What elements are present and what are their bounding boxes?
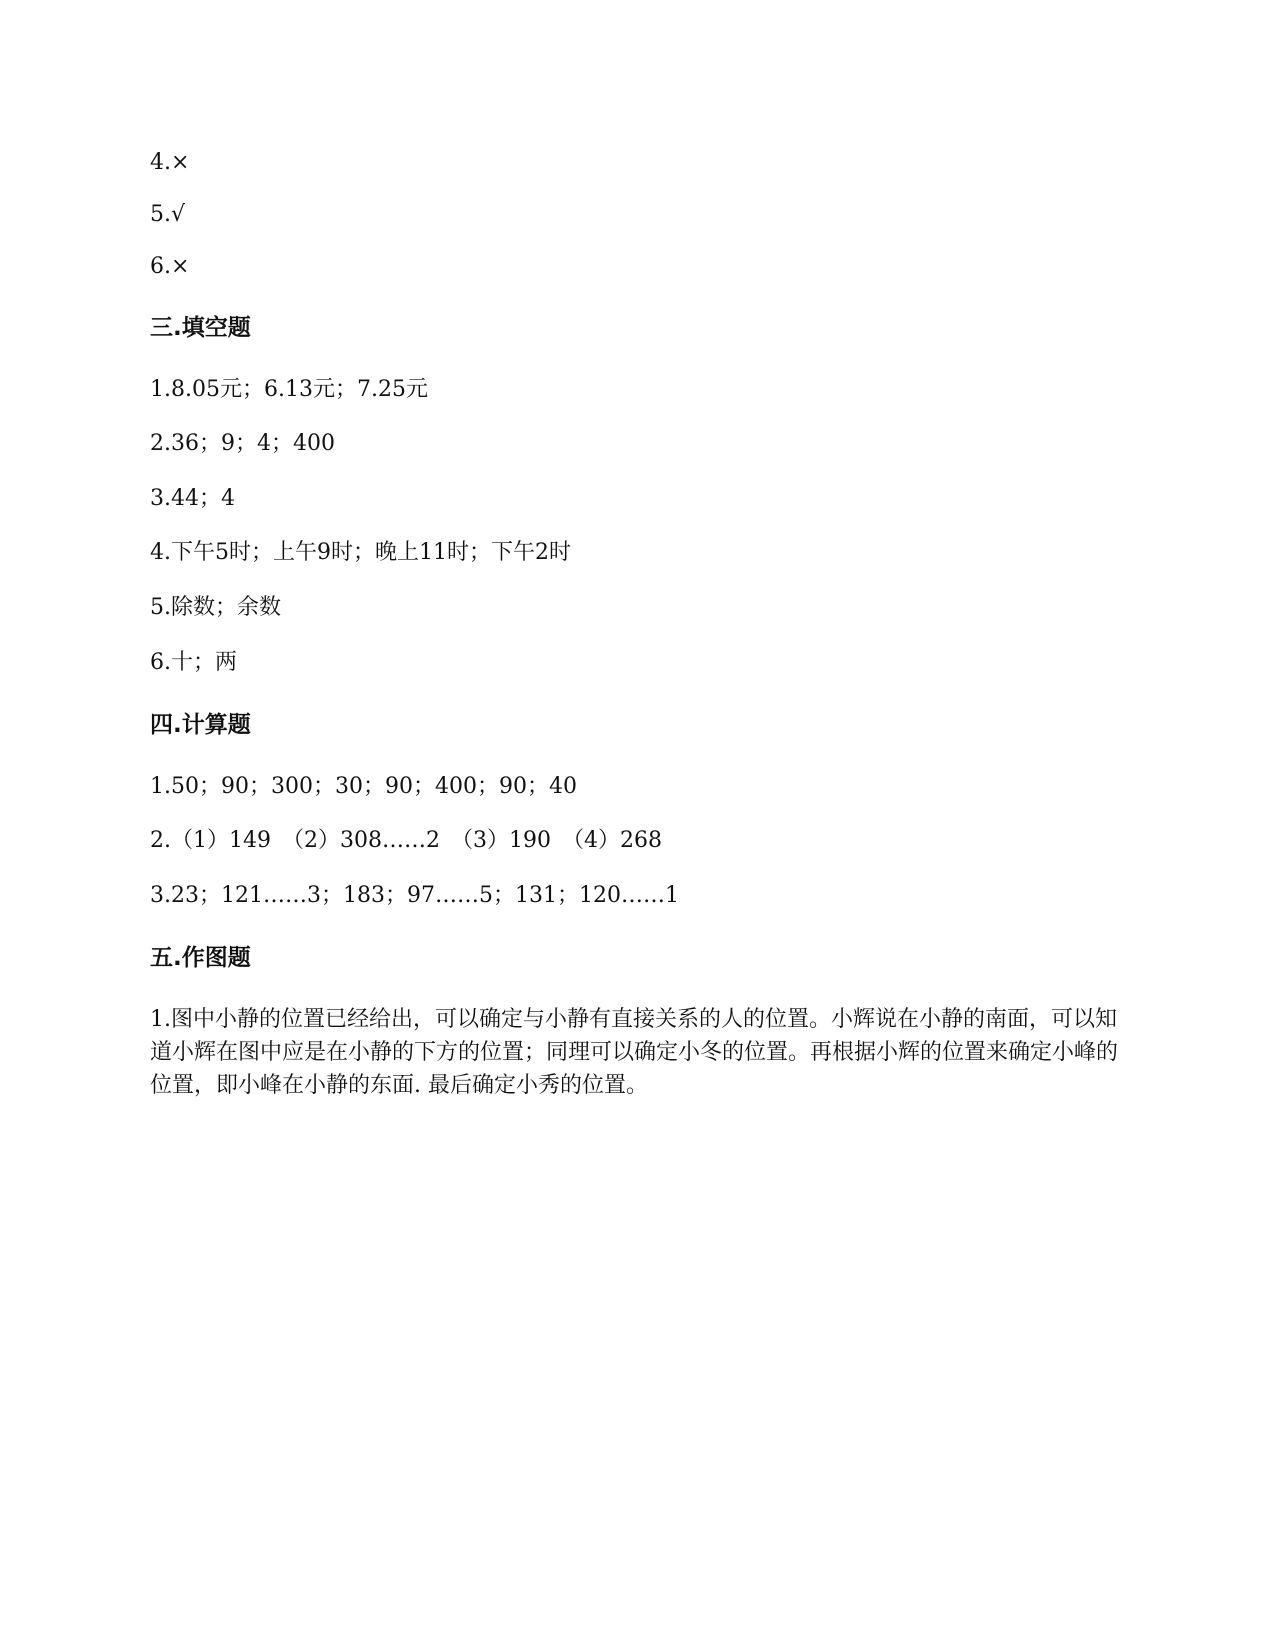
section-heading-calculation: 四.计算题 <box>150 712 251 738</box>
answer-fill-5: 5.除数；余数 <box>150 595 281 620</box>
answer-calc-3: 3.23；121……3；183；97……5；131；120……1 <box>150 883 679 908</box>
answer-fill-1: 1.8.05元；6.13元；7.25元 <box>150 377 428 402</box>
answer-fill-4: 4.下午5时；上午9时；晚上11时；下午2时 <box>150 540 571 565</box>
answer-fill-2: 2.36；9；4；400 <box>150 431 335 456</box>
answer-fill-3: 3.44；4 <box>150 486 235 511</box>
answer-fill-6: 6.十；两 <box>150 650 237 675</box>
section-heading-fill-blank: 三.填空题 <box>150 315 251 341</box>
answer-judge-5: 5.√ <box>150 202 186 227</box>
answer-draw-1: 1.图中小静的位置已经给出，可以确定与小静有直接关系的人的位置。小辉说在小静的南面，可以知道小辉在图中应是在小静的下方的位置；同理可以确定小冬的位置。再根据小辉的位置来确定小峰的位置，即小峰在小静的东面. 最后确定小秀的位置。 <box>150 1007 1119 1098</box>
answer-calc-1: 1.50；90；300；30；90；400；90；40 <box>150 774 577 799</box>
answer-calc-2: 2.（1）149 （2）308……2 （3）190 （4）268 <box>150 828 662 853</box>
answer-judge-6: 6.× <box>150 254 190 279</box>
section-heading-drawing: 五.作图题 <box>150 945 251 971</box>
answer-judge-4: 4.× <box>150 150 190 175</box>
